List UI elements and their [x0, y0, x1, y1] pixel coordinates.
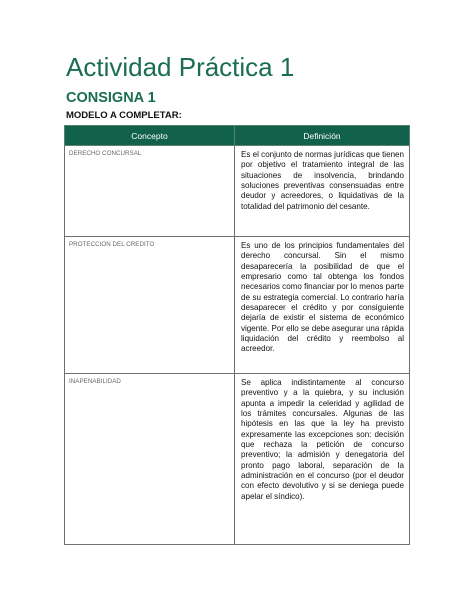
- concept-text: PROTECCION DEL CREDITO: [69, 241, 155, 248]
- page-title: Actividad Práctica 1: [66, 52, 295, 82]
- table-row: [65, 374, 410, 545]
- concept-cell: [65, 237, 235, 374]
- table-row: [65, 146, 410, 237]
- concept-text: INAPENABILIDAD: [69, 378, 121, 385]
- concepts-table: [64, 125, 410, 545]
- definition-cell: [235, 146, 410, 237]
- model-label: MODELO A COMPLETAR:: [66, 110, 182, 121]
- table-header-row: [65, 126, 410, 146]
- definition-cell: [235, 237, 410, 374]
- concept-cell: [65, 146, 235, 237]
- header-concepto: Concepto: [65, 126, 235, 146]
- header-definicion: Definición: [235, 126, 410, 146]
- definition-cell: [235, 374, 410, 545]
- definition-text: Se aplica indistintamente al concurso preventivo y a la quiebra, y su inclusión apunta a impedir la celeridad y agilidad de los trámites concursales. Algunas de las hipótesis en las que la ley ha previsto expresamente las excepciones son: decisión que rechaza la petición de concurso preventivo; la admisión y denegatoria del pronto pago laboral, separación de la administración en el concurso (por el deudor con efecto devolutivo y si se deniega puede apelar el síndico).: [241, 378, 404, 501]
- definition-text: Es uno de los principios fundamentales del derecho concursal. Sin el mismo desaparecería la posibilidad de que el empresario como tal obtenga los fondos necesarios como financiar por lo menos parte de su estrategia comercial. Lo contrario haría desaparecer el crédito y por consiguiente dejaría de existir el sistema de económico vigente. Por ello se debe asegurar una rápida liquidación del crédito y reembolso al acreedor.: [241, 241, 404, 354]
- concept-text: DERECHO CONCURSAL: [69, 150, 142, 157]
- table-row: [65, 237, 410, 374]
- section-heading: CONSIGNA 1: [66, 90, 156, 106]
- definition-text: Es el conjunto de normas jurídicas que tienen por objetivo el tratamiento integral de las situaciones de insolvencia, brindando soluciones preventivas consensuadas entre deudor y acreedores, o liquidativas de la totalidad del patrimonio del cesante.: [241, 150, 404, 211]
- concept-cell: [65, 374, 235, 545]
